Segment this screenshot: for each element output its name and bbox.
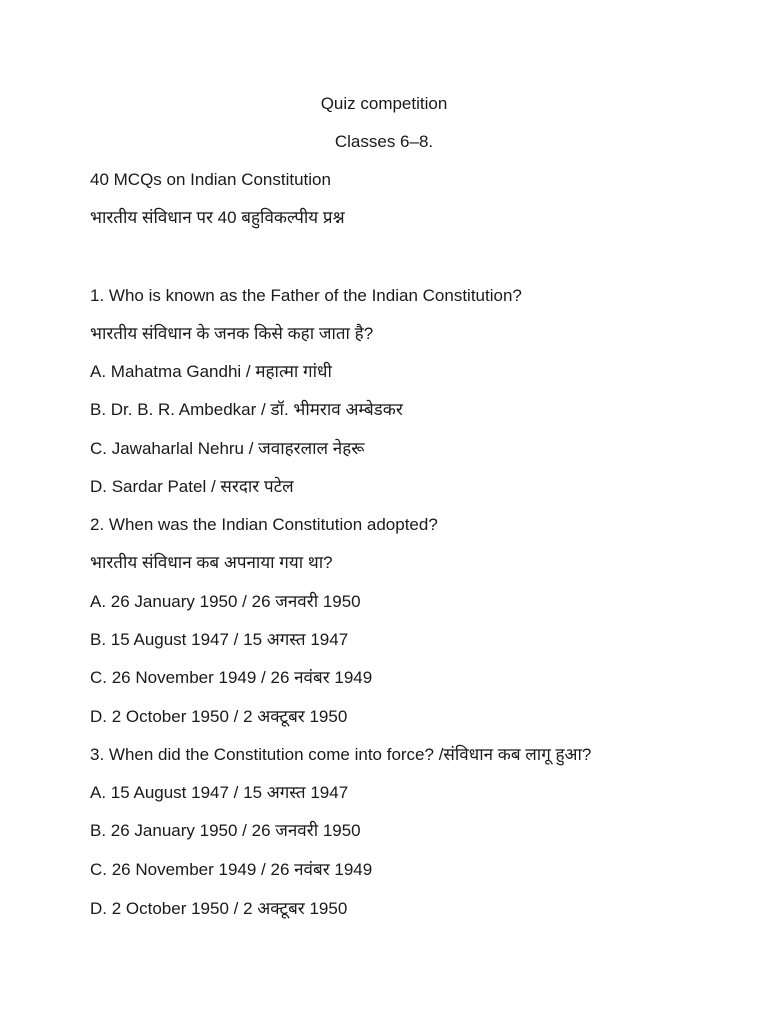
question-2-english: 2. When was the Indian Constitution adopted? xyxy=(90,515,438,534)
classes-label: Classes 6–8. xyxy=(334,132,434,151)
quiz-title: Quiz competition xyxy=(320,94,448,113)
question-1-option-b: B. Dr. B. R. Ambedkar / डॉ. भीमराव अम्बेडकर xyxy=(90,400,403,419)
question-2-option-a: A. 26 January 1950 / 26 जनवरी 1950 xyxy=(90,592,361,611)
subtitle-english: 40 MCQs on Indian Constitution xyxy=(90,170,331,189)
question-3-english: 3. When did the Constitution come into force? /संविधान कब लागू हुआ? xyxy=(90,745,592,764)
question-1-english: 1. Who is known as the Father of the Indian Constitution? xyxy=(90,286,522,305)
question-1-option-a: A. Mahatma Gandhi / महात्मा गांधी xyxy=(90,362,332,381)
subtitle-hindi: भारतीय संविधान पर 40 बहुविकल्पीय प्रश्न xyxy=(90,208,345,227)
question-1-option-c: C. Jawaharlal Nehru / जवाहरलाल नेहरू xyxy=(90,439,365,458)
question-2-option-c: C. 26 November 1949 / 26 नवंबर 1949 xyxy=(90,668,373,687)
question-3-option-c: C. 26 November 1949 / 26 नवंबर 1949 xyxy=(90,860,373,879)
question-2-option-b: B. 15 August 1947 / 15 अगस्त 1947 xyxy=(90,630,349,649)
question-1-option-d: D. Sardar Patel / सरदार पटेल xyxy=(90,477,294,496)
question-1-hindi: भारतीय संविधान के जनक किसे कहा जाता है? xyxy=(90,324,374,343)
question-3-option-b: B. 26 January 1950 / 26 जनवरी 1950 xyxy=(90,821,361,840)
question-2-option-d: D. 2 October 1950 / 2 अक्टूबर 1950 xyxy=(90,707,348,726)
question-2-hindi: भारतीय संविधान कब अपनाया गया था? xyxy=(90,553,333,572)
question-3-option-a: A. 15 August 1947 / 15 अगस्त 1947 xyxy=(90,783,349,802)
question-3-option-d: D. 2 October 1950 / 2 अक्टूबर 1950 xyxy=(90,899,348,918)
